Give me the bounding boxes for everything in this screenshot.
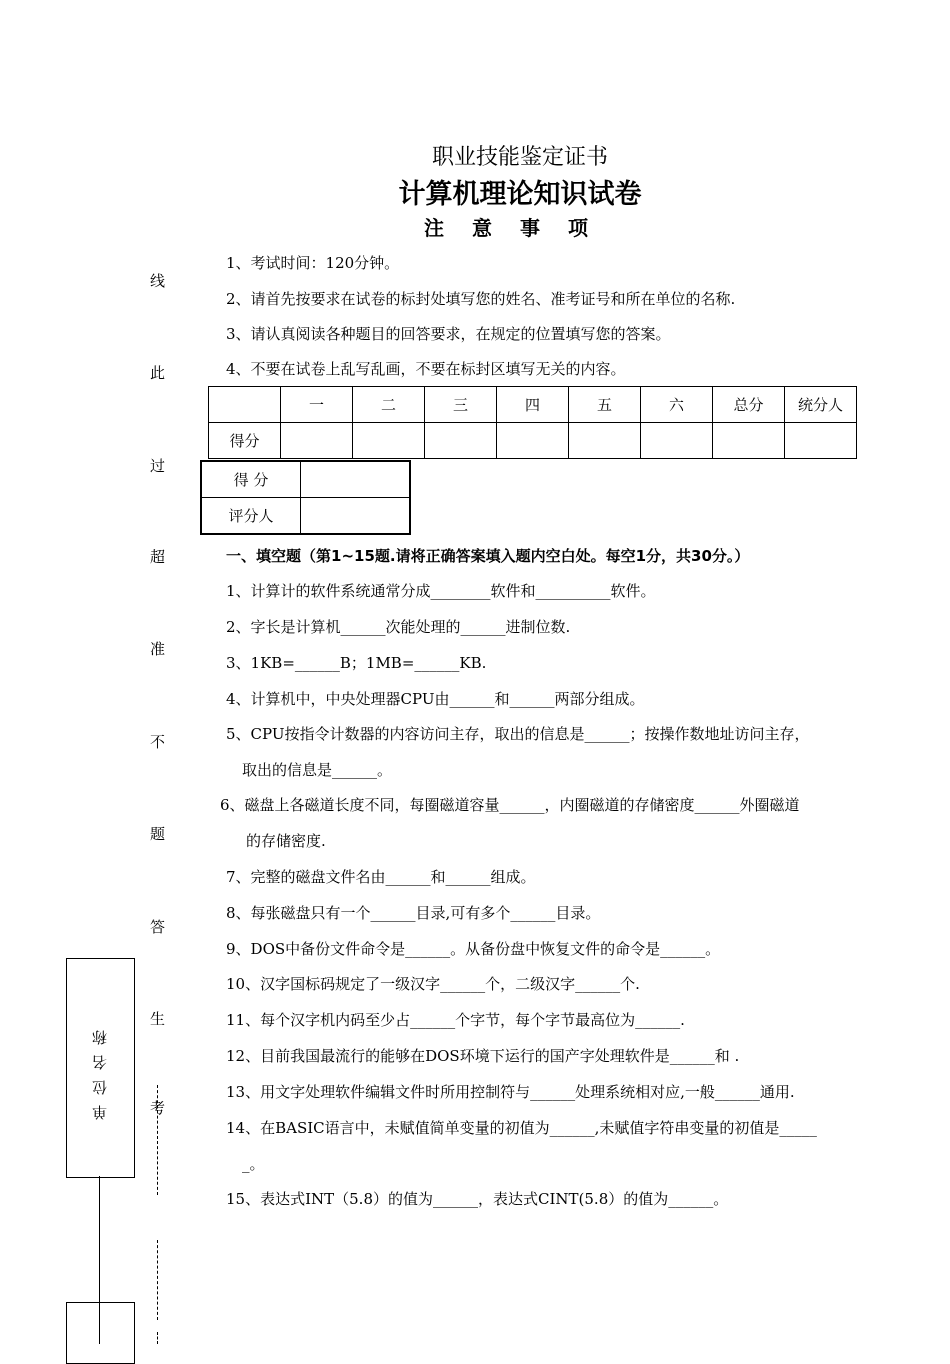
question: 2、字长是计算机______次能处理的______进制位数.: [226, 618, 571, 636]
question: 7、完整的磁盘文件名由______和______组成。: [226, 868, 536, 886]
seal-dashed-line: [157, 1240, 158, 1320]
question: 13、用文字处理软件编辑文件时所用控制符与______处理系统相对应,一般______通用.: [226, 1083, 795, 1101]
margin-char: 准: [150, 640, 166, 658]
margin-char: 题: [150, 825, 166, 843]
note-item: 3、请认真阅读各种题目的回答要求，在规定的位置填写您的答案。: [226, 325, 671, 343]
unit-name-label: 单位名称: [91, 1020, 109, 1120]
question-continuation: 取出的信息是______。: [242, 761, 393, 779]
score-table-header: 二: [353, 387, 425, 423]
score-table-header: 一: [281, 387, 353, 423]
score-cell[interactable]: [353, 423, 425, 459]
question: 10、汉字国标码规定了一级汉字______个，二级汉字______个.: [226, 975, 640, 993]
grader-name-label: 评分人: [201, 498, 301, 535]
score-table: [208, 386, 857, 459]
margin-char: 考: [150, 1099, 166, 1117]
score-table-header: 五: [569, 387, 641, 423]
certificate-title: 职业技能鉴定证书: [431, 145, 608, 170]
grader-score-label: 得 分: [201, 461, 301, 498]
score-table-header: 三: [425, 387, 497, 423]
question: 5、CPU按指令计数器的内容访问主存，取出的信息是______；按操作数地址访问主存，: [226, 725, 810, 743]
question: 4、计算机中，中央处理器CPU由______和______两部分组成。: [226, 690, 645, 708]
margin-char: 过: [150, 457, 166, 475]
question: 1、计算计的软件系统通常分成________软件和__________软件。: [226, 582, 656, 600]
score-cell[interactable]: [641, 423, 713, 459]
examinee-box[interactable]: [66, 1302, 135, 1364]
question: 11、每个汉字机内码至少占______个字节，每个字节最高位为______.: [226, 1011, 685, 1029]
notice-heading: 注意事项: [424, 216, 616, 240]
score-table-row: [209, 423, 857, 459]
question-continuation: _。: [242, 1155, 265, 1173]
score-cell[interactable]: [497, 423, 569, 459]
question: 6、磁盘上各磁道长度不同，每圈磁道容量______，内圈磁道的存储密度______外圈磁道: [220, 796, 800, 814]
score-cell[interactable]: [785, 423, 857, 459]
score-cell[interactable]: [281, 423, 353, 459]
score-table-header: 统分人: [785, 387, 857, 423]
note-item: 1、考试时间：120分钟。: [226, 254, 400, 272]
exam-title: 计算机理论知识试卷: [398, 179, 642, 210]
margin-char: 答: [150, 918, 166, 936]
score-row-label: 得分: [209, 423, 281, 459]
score-table-header: 六: [641, 387, 713, 423]
score-table-header-row: [209, 387, 857, 423]
score-cell[interactable]: [569, 423, 641, 459]
score-table-header: 四: [497, 387, 569, 423]
score-table-header: [209, 387, 281, 423]
question: 9、DOS中备份文件命令是______。从备份盘中恢复文件的命令是______。: [226, 940, 721, 958]
margin-char: 不: [150, 733, 166, 751]
seal-dashed-line: [157, 1085, 158, 1195]
score-cell[interactable]: [425, 423, 497, 459]
grader-box: [200, 460, 411, 535]
seal-dashed-line: [157, 1332, 158, 1344]
margin-char: 此: [150, 364, 166, 382]
score-cell[interactable]: [713, 423, 785, 459]
margin-char: 线: [150, 272, 166, 290]
question-continuation: 的存储密度.: [246, 832, 326, 850]
section-heading: 一、填空题（第1~15题.请将正确答案填入题内空白处。每空1分，共30分。）: [226, 547, 750, 565]
question: 12、目前我国最流行的能够在DOS环境下运行的国产字处理软件是______和 .: [226, 1047, 740, 1065]
margin-char: 生: [150, 1010, 166, 1028]
question: 14、在BASIC语言中，未赋值简单变量的初值为______,未赋值字符串变量的初值是_____: [226, 1119, 817, 1137]
question: 8、每张磁盘只有一个______目录,可有多个______目录。: [226, 904, 601, 922]
score-table-header: 总分: [713, 387, 785, 423]
note-item: 2、请首先按要求在试卷的标封处填写您的姓名、准考证号和所在单位的名称.: [226, 290, 736, 308]
margin-char: 超: [150, 548, 166, 566]
grader-score-cell[interactable]: [301, 461, 411, 498]
grader-name-cell[interactable]: [301, 498, 411, 535]
note-item: 4、不要在试卷上乱写乱画，不要在标封区填写无关的内容。: [226, 360, 626, 378]
question: 3、1KB=______B；1MB=______KB.: [226, 654, 487, 672]
question: 15、表达式INT（5.8）的值为______，表达式CINT(5.8）的值为______。: [226, 1190, 729, 1208]
